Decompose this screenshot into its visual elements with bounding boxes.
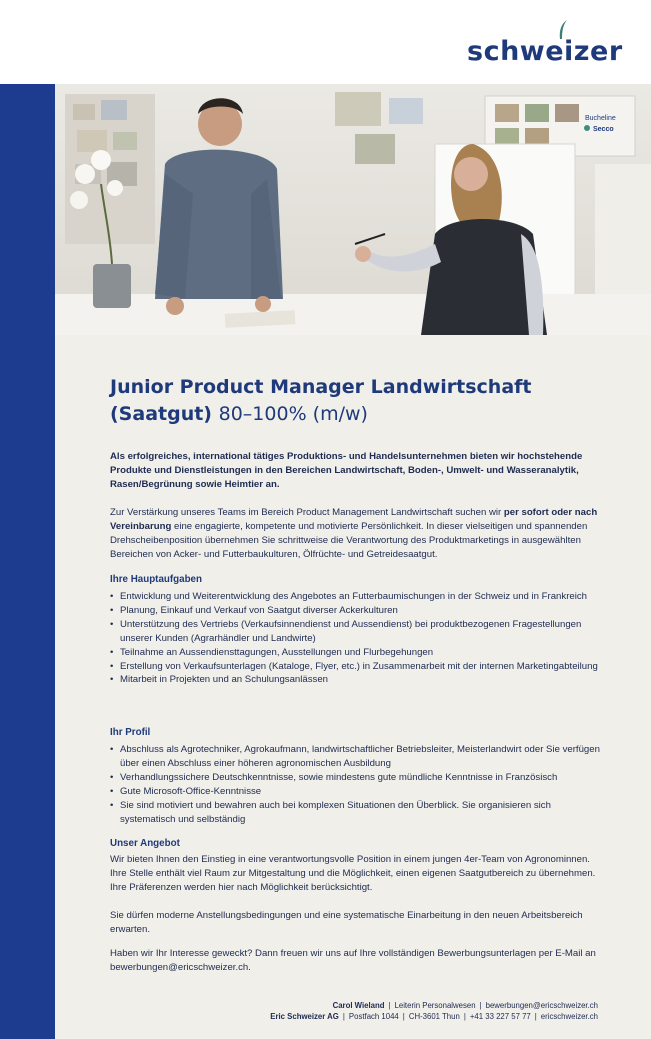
profile-item: • Gute Microsoft-Office-Kenntnisse (110, 785, 600, 799)
office-scene-illustration (55, 84, 651, 335)
company-logo (465, 16, 625, 68)
company-name: Eric Schweizer AG (270, 1012, 339, 1021)
profile-list (110, 743, 600, 826)
contact-email-link[interactable]: bewerbungen@ericschweizer.ch (485, 1001, 598, 1010)
task-item: • Entwicklung und Weiterentwicklung des Angebotes an Futterbaumischungen in der Schweiz und in Frankreich (110, 590, 600, 604)
profile-heading: Ihr Profil (110, 727, 151, 738)
position-paragraph (110, 506, 600, 562)
logo-wordmark: schweizer (467, 36, 623, 67)
hero-photo (55, 84, 651, 335)
contact-line: Carol Wieland | Leiterin Personalwesen | bewerbungen@ericschweizer.ch (332, 1001, 598, 1010)
city: CH-3601 Thun (408, 1012, 460, 1021)
profile-item: • Abschluss als Agrotechniker, Agrokaufmann, landwirtschaftlicher Betriebsleiter, Meisterlandwirt oder Sie verfügen über einen Abschluss einer höheren agronomischen Ausbildung (110, 743, 600, 771)
contact-footer (38, 1000, 598, 1022)
job-title-bold: Junior Product Manager Landwirtschaft (Saatgut) (110, 376, 532, 425)
contact-role: Leiterin Personalwesen (394, 1001, 476, 1010)
tasks-list (110, 590, 600, 687)
profile-item: • Sie sind motiviert und bewahren auch bei komplexen Situationen den Überblick. Sie organisieren sich systematisch und selbständig (110, 799, 600, 827)
offer-heading: Unser Angebot (110, 838, 180, 849)
profile-item: • Verhandlungssichere Deutschkenntnisse, sowie mindestens gute mündliche Kenntnisse in Französisch (110, 771, 600, 785)
position-paragraph-start: Zur Verstärkung unseres Teams im Bereich Product Management Landwirtschaft suchen wir (110, 507, 504, 518)
intro-paragraph: Als erfolgreiches, international tätiges Produktions- und Handelsunternehmen bieten wir hochstehende Produkte und Dienstleistungen in den Bereichen Landwirtschaft, Boden-, Umwelt- und Wasseranalytik, Rasen/Begrünung sowie Heimtier an. (110, 451, 583, 490)
phone: +41 33 227 57 77 (469, 1012, 531, 1021)
board-label-bucheline: Bucheline (585, 115, 616, 122)
board-label-secco: Secco (593, 126, 614, 133)
application-paragraph: Haben wir Ihr Interesse geweckt? Dann freuen wir uns auf Ihre vollständigen Bewerbungsunterlagen per E-Mail an bewerbungen@ericschweizer.ch. (110, 948, 596, 973)
task-item: • Teilnahme an Aussendiensttagungen, Ausstellungen und Flurbegehungen (110, 646, 600, 660)
company-line: Eric Schweizer AG | Postfach 1044 | CH-3601 Thun | +41 33 227 57 77 | ericschweizer.ch (270, 1012, 598, 1021)
tasks-heading: Ihre Hauptaufgaben (110, 574, 202, 585)
job-ad-content (55, 335, 651, 1039)
offer-paragraph-2: Sie dürfen moderne Anstellungsbedingungen und eine systematische Einarbeitung in den neuen Arbeitsbereich erwarten. (110, 910, 583, 935)
position-paragraph-rest: eine engagierte, kompetente und motivierte Persönlichkeit. In dieser vielseitigen und spannenden Drehscheibenposition übernehmen Sie schrittweise die Verantwortung des Produktmarketings in ausgewählten Bereichen von Acker- und Futterbaukulturen, Ölfrüchte- und Getreidesaatgut. (110, 520, 588, 560)
contact-name: Carol Wieland (332, 1001, 385, 1010)
postbox: Postfach 1044 (348, 1012, 399, 1021)
blue-sidebar (0, 84, 55, 1039)
task-item: • Unterstützung des Vertriebs (Verkaufsinnendienst und Aussendienst) bei produktbezogenen Fragestellungen unserer Kunden (Agrarhändler und Landwirte) (110, 618, 600, 646)
job-title (110, 374, 600, 428)
task-item: • Mitarbeit in Projekten und an Schulungsanlässen (110, 673, 600, 687)
task-item: • Erstellung von Verkaufsunterlagen (Kataloge, Flyer, etc.) in Zusammenarbeit mit der internen Marketingabteilung (110, 660, 600, 674)
task-item: • Planung, Einkauf und Verkauf von Saatgut diverser Ackerkulturen (110, 604, 600, 618)
position-paragraph-start-date: per sofort oder nach Vereinbarung (110, 507, 598, 532)
offer-paragraph-1: Wir bieten Ihnen den Einstieg in eine verantwortungsvolle Position in einem jungen 4er-Team von Agronominnen. Ihre Stelle enthält viel Raum zur Mitgestaltung und die Möglichkeit, einen eigenen Saatgutbereich zu übernehmen. Ihre Präferenzen werden hier nach Möglichkeit berücksichtigt. (110, 854, 596, 893)
website-link[interactable]: ericschweizer.ch (540, 1012, 598, 1021)
job-title-workload: 80–100% (m/w) (218, 403, 368, 425)
